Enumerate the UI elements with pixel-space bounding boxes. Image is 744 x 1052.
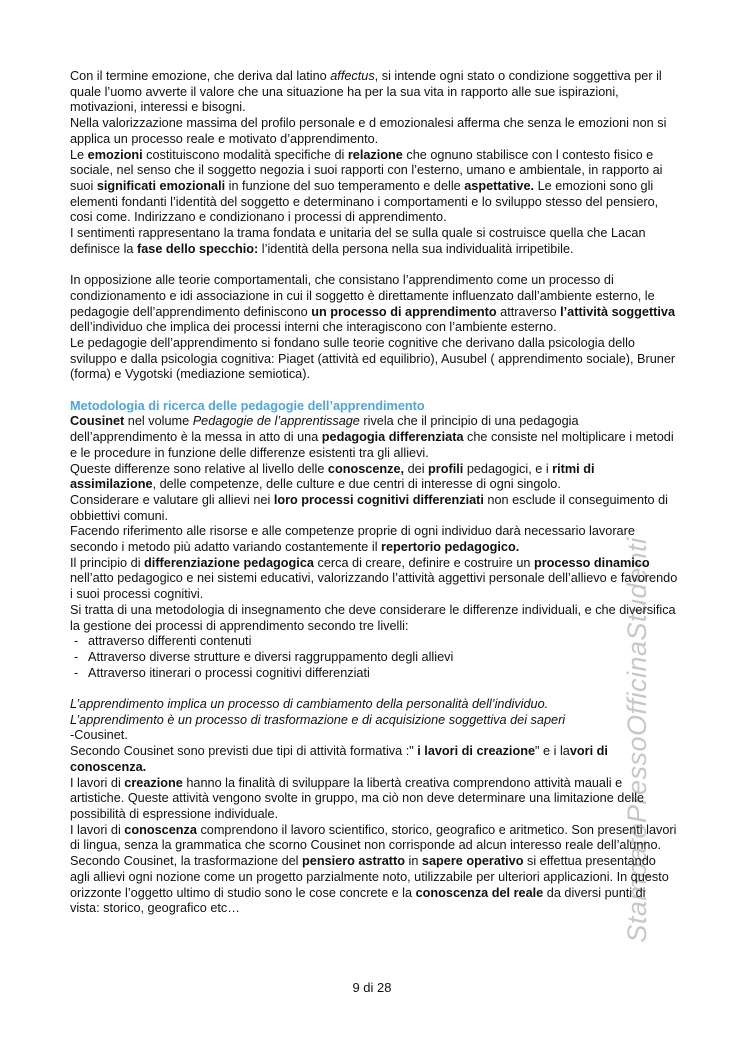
text-run: processo dinamico (533, 555, 650, 570)
text-run: rivela che il principio di una pedagogia dell’apprendimento è la messa in atto di una (70, 414, 579, 445)
text-run: l’identità della persona nella sua individualità irripetibile. (258, 241, 574, 256)
text-run: emozioni (87, 147, 143, 162)
text-run: creazione (124, 775, 183, 790)
text-run: -Cousinet. (70, 728, 128, 743)
text-run: sapere operativo (421, 854, 524, 869)
bullet-text (88, 634, 251, 650)
paragraph (70, 336, 678, 383)
paragraph (70, 823, 678, 854)
text-run: affectus (330, 69, 375, 83)
text-run: , delle competenze, delle culture e due centri di interesse di ogni singolo. (152, 477, 561, 492)
paragraph (70, 116, 678, 147)
text-run: I lavori di (70, 775, 125, 790)
text-run: I sentimenti rappresentano la trama fondata e unitaria del se sulla quale si costruisce quella che Lacan definisce la (70, 226, 646, 256)
text-run: vori di conoscenza. (70, 744, 608, 774)
text-run: loro processi cognitivi differenziati (273, 492, 484, 507)
text-run: Il principio di (70, 555, 145, 570)
text-run: Attraverso itinerari o processi cognitivi differenziati (88, 665, 370, 680)
paragraph (70, 524, 678, 555)
bullet-text (88, 666, 370, 682)
text-run: L’apprendimento implica un processo di cambiamento della personalità dell’individuo. (70, 697, 549, 712)
text-run: , si intende ogni stato o condizione soggettiva per il quale l’uomo avverte il valore che una situazione ha per la sua vita in rapporto alle sue ispirazioni, motivazioni, interessi e bisogni. (70, 69, 662, 115)
text-run: conoscenze, (327, 461, 405, 476)
text-run: Facendo riferimento alle risorse e alle competenze proprie di ogni individuo darà necessario lavorare secondo i metodo più adatto variando costantemente il (70, 524, 635, 555)
text-run: che consiste nel moltiplicare i metodi e le procedure in funzione delle differenze esistenti tra gli allievi. (70, 430, 674, 460)
paragraph (70, 273, 678, 336)
text-run: che ognuno stabilisce con l contesto fisico e sociale, nel senso che il soggetto negozia i suoi rapporti con l’esterno, umano e ambientale, in rapporto ai suoi (70, 147, 663, 193)
text-run: l’attività soggettiva (560, 304, 676, 319)
document-body (70, 69, 678, 917)
text-run: dei (404, 461, 429, 476)
bullet-dash: - (74, 634, 79, 649)
watermark: StampatoPressoOfficinaStudenti (622, 537, 653, 943)
paragraph (70, 776, 678, 823)
text-run: In opposizione alle teorie comportamentali, che consistano l’apprendimento come un processo di condizionamento e idi associazione in cui il soggetto è direttamente influenzato dall’ambiente esterno, le pedagogie dell’apprendimento definiscono (70, 273, 655, 319)
text-run: in funzione del suo temperamento e delle (225, 178, 465, 193)
paragraph (70, 462, 678, 493)
text-run: Le pedagogie dell’apprendimento si fondano sulle teorie cognitive che derivano dalla psicologia dello sviluppo e dalla psicologia cognitiva: Piaget (attività ed equilibrio), Ausubel ( apprendimento sociale), Bruner (forma) e Vygotski (mediazione semiotica). (70, 335, 676, 382)
text-run: relazione (347, 147, 403, 162)
paragraph (70, 556, 678, 603)
text-run: Pedagogie de l’apprentissage (192, 414, 360, 429)
quote-line (70, 713, 678, 729)
text-run: attraverso (496, 304, 561, 319)
text-run: Le (70, 147, 88, 162)
paragraph (70, 728, 678, 744)
blank-line (70, 257, 678, 273)
section-heading (70, 399, 678, 415)
paragraph (70, 493, 678, 524)
text-run: Cousinet (70, 414, 125, 429)
blank-line (70, 383, 678, 399)
paragraph (70, 744, 678, 775)
text-run: Si tratta di una metodologia di insegnamento che deve considerare le differenze individuali, e che diversifica la gestione dei processi di apprendimento secondo tre livelli: (70, 602, 676, 633)
text-run: Secondo Cousinet sono previsti due tipi di attività formativa :" (70, 744, 418, 759)
paragraph (70, 69, 678, 116)
paragraph (70, 854, 678, 917)
text-run: da diversi punti di vista: storico, geografico etc… (70, 885, 646, 916)
quote-line (70, 697, 678, 713)
text-run: dell’individuo che implica dei processi interni che interagiscono con l’ambiente esterno. (70, 320, 557, 335)
text-run: Queste differenze sono relative al livello delle (70, 461, 328, 476)
bullet-text (88, 650, 453, 666)
text-run: pedagogia differenziata (321, 430, 464, 445)
text-run: nel volume (124, 414, 193, 429)
bullet-item (70, 650, 678, 666)
text-run: attraverso differenti contenuti (88, 634, 252, 649)
bullet-item (70, 666, 678, 682)
blank-line (70, 681, 678, 697)
bullet-dash: - (74, 649, 79, 664)
page-number: 9 di 28 (352, 980, 392, 995)
text-run: Con il termine emozione, che deriva dal latino (70, 69, 331, 83)
text-run: ritmi di assimilazione (70, 461, 595, 492)
text-run: pensiero astratto (302, 854, 405, 869)
paragraph (70, 603, 678, 634)
text-run: repertorio pedagogico. (381, 540, 520, 555)
text-run: Attraverso diverse strutture e diversi raggruppamento degli allievi (88, 649, 454, 664)
text-run: Le emozioni sono gli elementi fondanti l’identità del soggetto e determinano i comportamenti e lo sviluppo stesso del pensiero, cosi come. Indirizzano e condizionano i processi di apprendimento. (70, 178, 659, 225)
paragraph (70, 414, 678, 461)
text-run: L’apprendimento è un processo di trasformazione e di acquisizione soggettiva dei saperi (70, 712, 566, 727)
text-run: Nella valorizzazione massima del profilo personale e d emozionalesi afferma che senza le emozioni non si applica un processo reale e motivato d’apprendimento. (70, 116, 667, 146)
text-run: conoscenza del reale (415, 885, 544, 900)
text-run: " e i la (535, 744, 570, 759)
bullet-dash: - (74, 665, 79, 680)
text-run: cerca di creare, definire e costruire un (313, 555, 534, 570)
text-run: in (404, 854, 422, 869)
text-run: un processo di apprendimento (311, 304, 497, 319)
text-run: differenziazione pedagogica (144, 555, 314, 570)
paragraph (70, 226, 678, 257)
text-run: non esclude il conseguimento di obbiettivi comuni. (70, 492, 668, 523)
text-run: profili (428, 461, 464, 476)
text-run: i lavori di creazione (417, 744, 536, 759)
text-run: comprendono il lavoro scientifico, storico, geografico e aritmetico. Son presenti lavori di lingua, senza la grammatica che scorno Cousinet non corrisponde ad alcun interesso reale dell’alunno. (70, 822, 677, 853)
text-run: hanno la finalità di sviluppare la libertà creativa comprendono attività mauali e artistiche. Queste attività vengono svolte in gruppo, ma ciò non deve determinare una limitazione delle possibilità di espressione individuale. (70, 775, 645, 821)
text-run: si effettua presentando agli allievi ogni nozione come un progetto parzialmente noto, utilizzabile per ulteriori applicazioni. In questo orizzonte l’oggetto ultimo di studio sono le cose concrete e la (70, 854, 669, 900)
text-run: conoscenza (124, 822, 197, 837)
paragraph (70, 148, 678, 227)
text-run: Metodologia di ricerca delle pedagogie dell’apprendimento (70, 398, 425, 413)
text-run: significati emozionali (96, 178, 226, 193)
text-run: Secondo Cousinet, la trasformazione del (70, 854, 303, 869)
text-run: I lavori di (70, 822, 125, 837)
text-run: pedagogici, e i (463, 461, 553, 476)
text-run: nell’atto pedagogico e nei sistemi educativi, valorizzando l’attività aggettivi personale dell’allievo e favorendo i suoi processi cognitivi. (70, 571, 678, 602)
text-run: costituiscono modalità specifiche di (142, 147, 348, 162)
bullet-item (70, 634, 678, 650)
text-run: fase dello specchio: (137, 241, 259, 256)
text-run: Considerare e valutare gli allievi nei (70, 492, 274, 507)
text-run: aspettative. (464, 178, 535, 193)
